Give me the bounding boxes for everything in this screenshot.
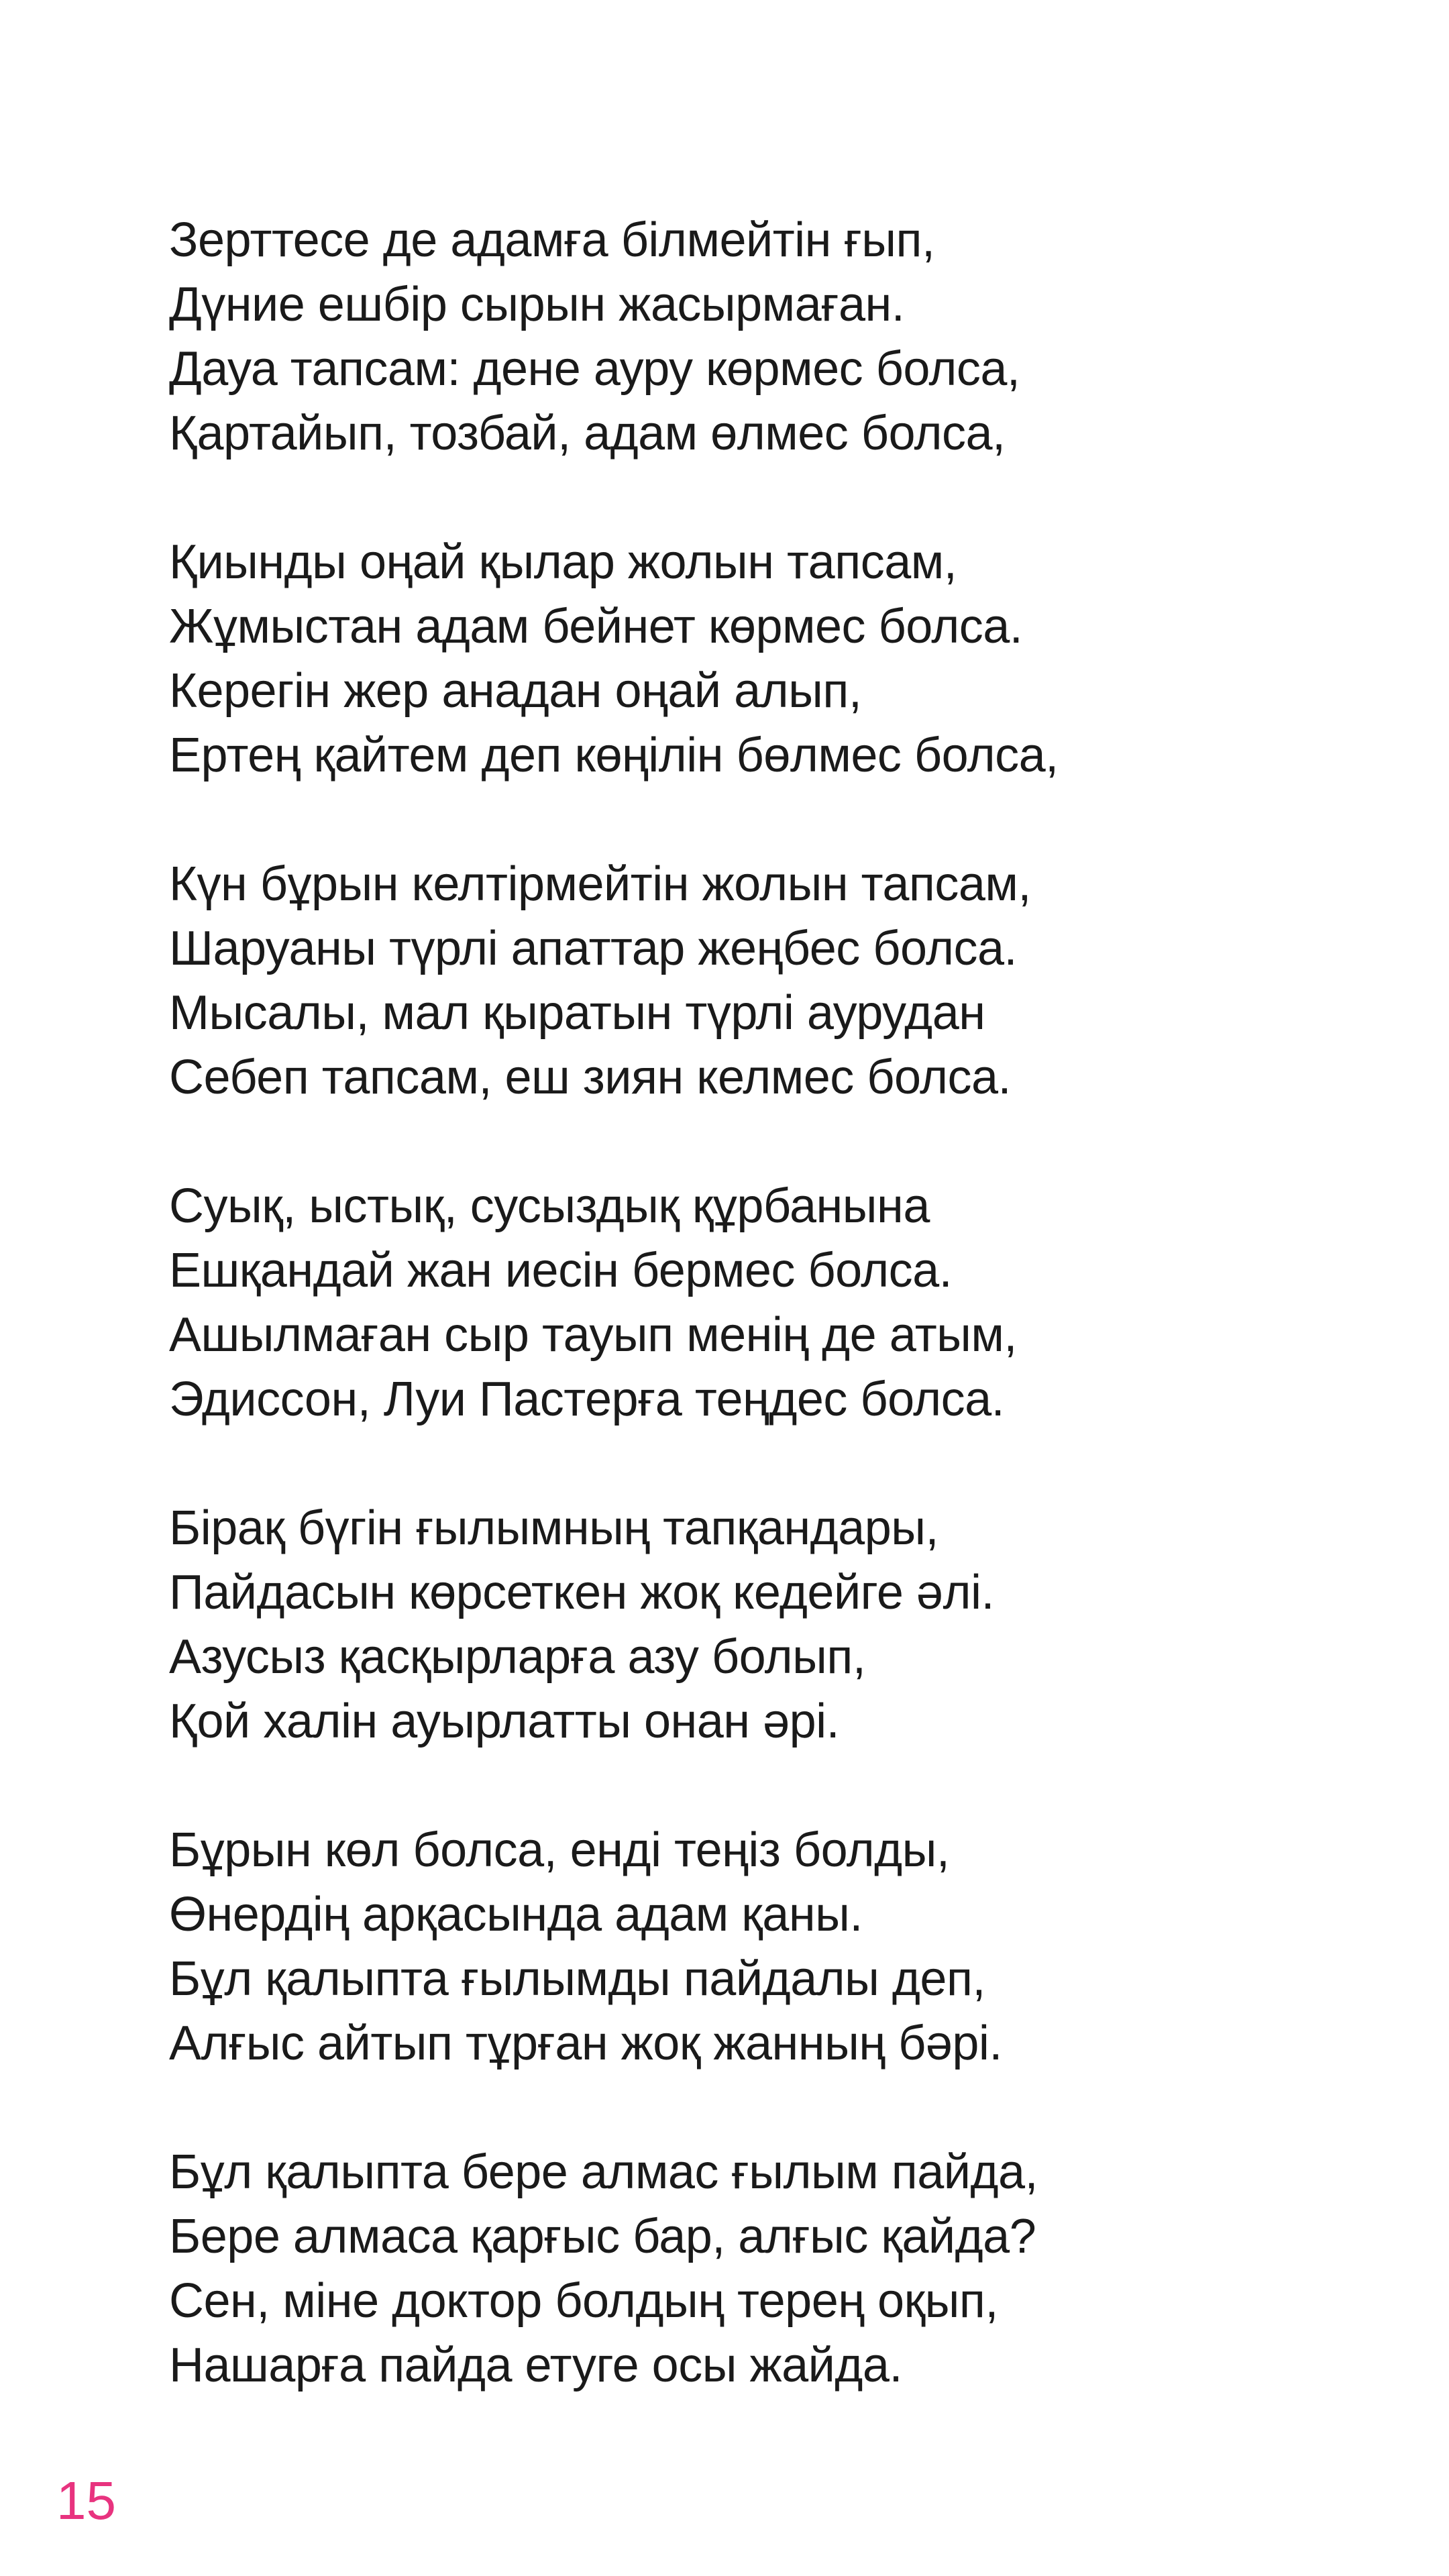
page-number: 15	[56, 2471, 116, 2530]
poem-body	[169, 208, 1377, 2462]
poem-line: Азусыз қасқырларға азу болып,	[169, 1630, 866, 1684]
poem-line: Пайдасын көрсеткен жоқ кедейге әлі.	[169, 1566, 994, 1619]
poem-line: Бере алмаса қарғыс бар, алғыс қайда?	[169, 2210, 1036, 2263]
poem-line: Шаруаны түрлі апаттар жеңбес болса.	[169, 922, 1018, 975]
poem-line: Бұрын көл болса, енді теңіз болды,	[169, 1823, 950, 1877]
stanza-7	[169, 2140, 1377, 2398]
poem-line: Бірақ бүгін ғылымның тапқандары,	[169, 1501, 939, 1555]
poem-line: Қиынды оңай қылар жолын тапсам,	[169, 535, 957, 589]
poem-line: Күн бұрын келтірмейтін жолын тапсам,	[169, 857, 1031, 911]
stanza-5	[169, 1496, 1377, 1754]
poem-line: Зерттесе де адамға білмейтін ғып,	[169, 213, 935, 267]
poem-line: Суық, ыстық, сусыздық құрбанына	[169, 1179, 930, 1233]
stanza-4	[169, 1174, 1377, 1432]
poem-line: Ертең қайтем деп көңілін бөлмес болса,	[169, 729, 1059, 782]
poem-line: Дүние ешбір сырын жасырмаған.	[169, 278, 905, 331]
poem-line: Ешқандай жан иесін бермес болса.	[169, 1244, 953, 1297]
poem-line: Сен, міне доктор болдың терең оқып,	[169, 2274, 998, 2328]
poem-line: Эдиссон, Луи Пастерға теңдес болса.	[169, 1373, 1005, 1426]
poem-line: Дауа тапсам: дене ауру көрмес болса,	[169, 342, 1020, 396]
poem-line: Ашылмаған сыр тауып менің де атым,	[169, 1308, 1017, 1362]
stanza-1	[169, 208, 1377, 466]
poem-line: Қой халін ауырлатты онан әрі.	[169, 1695, 840, 1748]
poem-line: Мысалы, мал қыратын түрлі аурудан	[169, 986, 985, 1040]
poem-line: Нашарға пайда етуге осы жайда.	[169, 2339, 902, 2392]
stanza-2	[169, 530, 1377, 788]
stanza-6	[169, 1818, 1377, 2076]
poem-line: Себеп тапсам, еш зиян келмес болса.	[169, 1051, 1012, 1104]
poem-line: Бұл қалыпта бере алмас ғылым пайда,	[169, 2145, 1038, 2199]
stanza-3	[169, 852, 1377, 1110]
poem-line: Керегін жер анадан оңай алып,	[169, 664, 862, 718]
poem-line: Өнердің арқасында адам қаны.	[169, 1888, 863, 1941]
poem-line: Бұл қалыпта ғылымды пайдалы деп,	[169, 1952, 985, 2006]
poem-line: Қартайып, тозбай, адам өлмес болса,	[169, 407, 1006, 460]
poem-line: Жұмыстан адам бейнет көрмес болса.	[169, 600, 1023, 653]
poem-line: Алғыс айтып тұрған жоқ жанның бәрі.	[169, 2017, 1002, 2070]
